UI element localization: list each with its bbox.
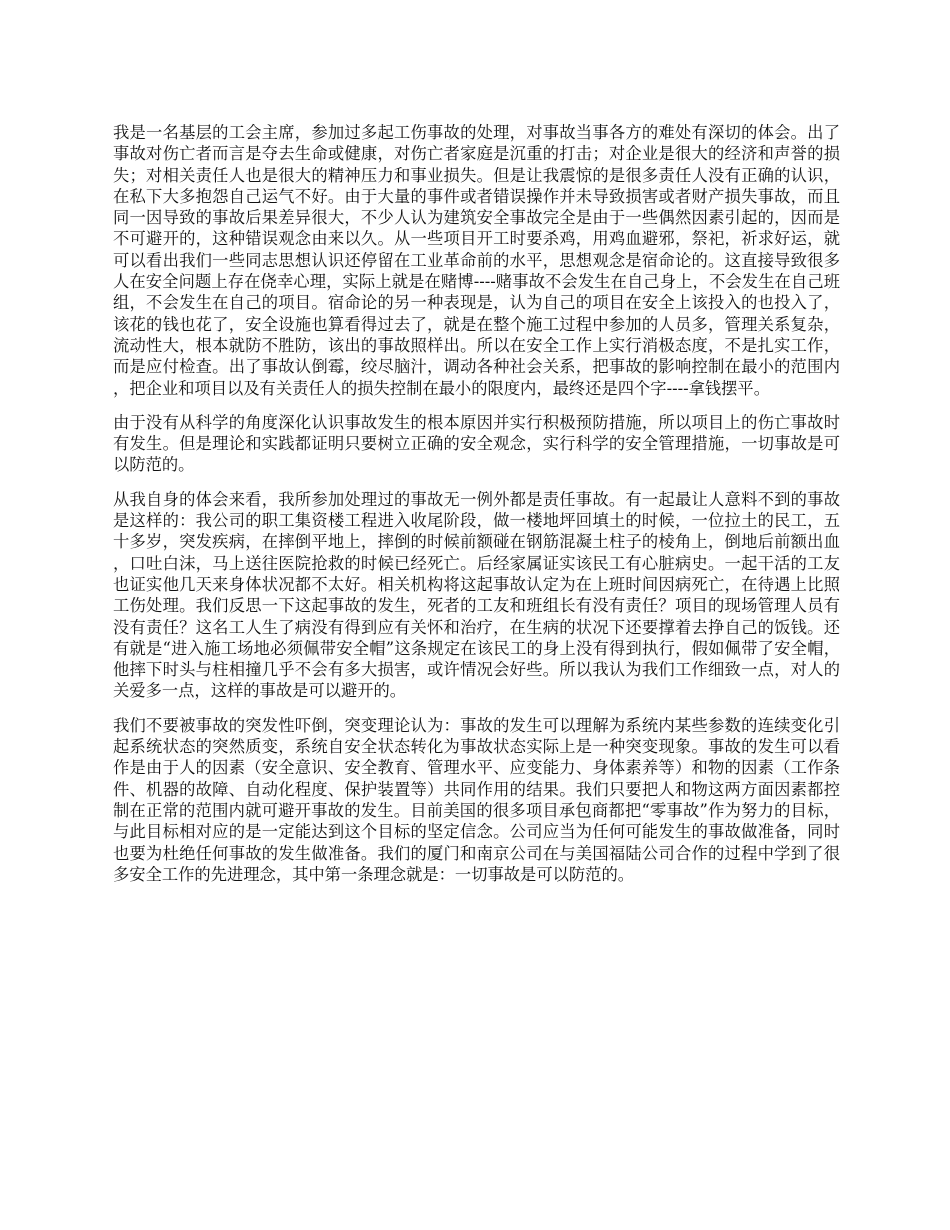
document-page [113,122,840,898]
paragraph-4: 我们不要被事故的突发性吓倒，突变理论认为：事故的发生可以理解为系统内某些参数的连续变化引起系统状态的突然质变，系统自安全状态转化为事故状态实际上是一种突变现象。事故的发生可以看作是由于人的因素（安全意识、安全教育、管理水平、应变能力、身体素养等）和物的因素（工作条件、机器的故障、自动化程度、保护装置等）共同作用的结果。我们只要把人和物这两方面因素都控制在正常的范围内就可避开事故的发生。目前美国的很多项目承包商都把“零事故”作为努力的目标，与此目标相对应的是一定能达到这个目标的坚定信念。公司应当为任何可能发生的事故做准备，同时也要为杜绝任何事故的发生做准备。我们的厦门和南京公司在与美国福陆公司合作的过程中学到了很多安全工作的先进理念，其中第一条理念就是：一切事故是可以防范的。 [113,715,840,884]
paragraph-3: 从我自身的体会来看，我所参加处理过的事故无一例外都是责任事故。有一起最让人意料不到的事故是这样的：我公司的职工集资楼工程进入收尾阶段，做一楼地坪回填土的时候，一位拉土的民工，五十多岁，突发疾病，在摔倒平地上，摔倒的时候前额碰在钢筋混凝土柱子的棱角上，倒地后前额出血，口吐白沫，马上送往医院抢救的时候已经死亡。后经家属证实该民工有心脏病史。一起干活的工友也证实他几天来身体状况都不太好。相关机构将这起事故认定为在上班时间因病死亡，在待遇上比照工伤处理。我们反思一下这起事故的发生，死者的工友和班组长有没有责任？项目的现场管理人员有没有责任？这名工人生了病没有得到应有关怀和治疗，在生病的状况下还要撑着去挣自己的饭钱。还有就是“进入施工场地必须佩带安全帽”这条规定在该民工的身上没有得到执行，假如佩带了安全帽，他摔下时头与柱相撞几乎不会有多大损害，或许情况会好些。所以我认为我们工作细致一点，对人的关爱多一点，这样的事故是可以避开的。 [113,489,840,701]
paragraph-2: 由于没有从科学的角度深化认识事故发生的根本原因并实行积极预防措施，所以项目上的伤亡事故时有发生。但是理论和实践都证明只要树立正确的安全观念，实行科学的安全管理措施，一切事故是可以防范的。 [113,412,840,475]
paragraph-1: 我是一名基层的工会主席，参加过多起工伤事故的处理，对事故当事各方的难处有深切的体会。出了事故对伤亡者而言是夺去生命或健康，对伤亡者家庭是沉重的打击；对企业是很大的经济和声誉的损失；对相关责任人也是很大的精神压力和事业损失。但是让我震惊的是很多责任人没有正确的认识，在私下大多抱怨自己运气不好。由于大量的事件或者错误操作并未导致损害或者财产损失事故，而且同一因导致的事故后果差异很大，不少人认为建筑安全事故完全是由于一些偶然因素引起的，因而是不可避开的，这种错误观念由来以久。从一些项目开工时要杀鸡，用鸡血避邪，祭祀，祈求好运，就可以看出我们一些同志思想认识还停留在工业革命前的水平，思想观念是宿命论的。这直接导致很多人在安全问题上存在侥幸心理，实际上就是在赌博----赌事故不会发生在自己身上，不会发生在自己班组，不会发生在自己的项目。宿命论的另一种表现是，认为自己的项目在安全上该投入的也投入了，该花的钱也花了，安全设施也算看得过去了，就是在整个施工过程中参加的人员多，管理关系复杂，流动性大，根本就防不胜防，该出的事故照样出。所以在安全工作上实行消极态度，不是扎实工作，而是应付检查。出了事故认倒霉，绞尽脑汁，调动各种社会关系，把事故的影响控制在最小的范围内，把企业和项目以及有关责任人的损失控制在最小的限度内，最终还是四个字----拿钱摆平。 [113,123,840,398]
